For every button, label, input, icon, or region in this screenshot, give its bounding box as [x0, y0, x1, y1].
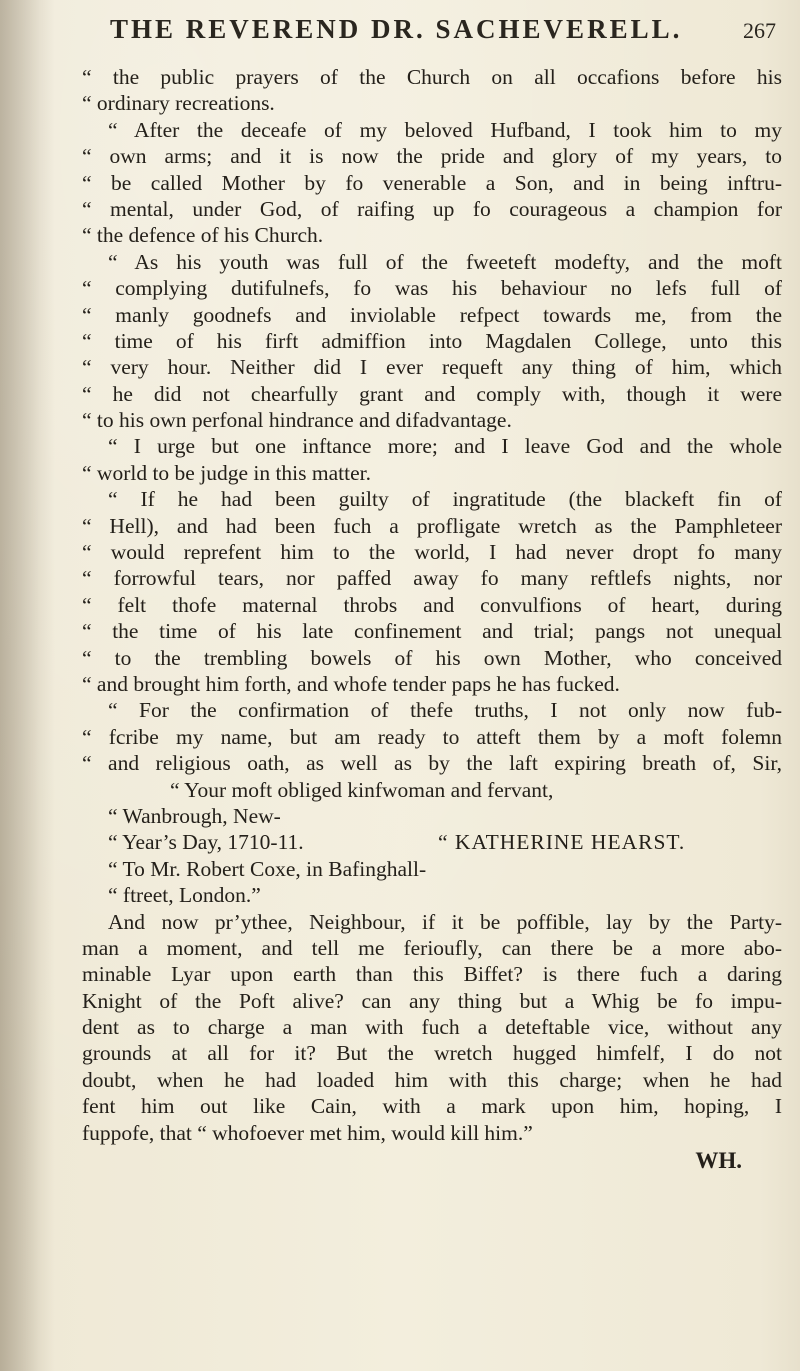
text-line: “ the time of his late confinement and trial; pangs not unequal [82, 619, 782, 644]
signature-place: “ Wanbrough, New- [108, 803, 281, 828]
running-head: THE REVEREND DR. SACHEVERELL. [110, 14, 683, 44]
text-line: grounds at all for it? But the wretch hugged himfelf, I do not [82, 1041, 782, 1066]
text-line: “ ordinary recreations. [82, 91, 275, 116]
text-line: “ Your moft obliged kinfwoman and fervant, [170, 777, 554, 802]
text-line: “ I urge but one inftance more; and I leave God and the whole [108, 434, 782, 459]
text-line: “ world to be judge in this matter. [82, 460, 372, 485]
text-line: “ the defence of his Church. [82, 223, 324, 248]
text-line: “ very hour. Neither did I ever requeft any thing of him, which [82, 355, 782, 380]
text-line: And now pr’ythee, Neighbour, if it be poffible, lay by the Party- [108, 909, 782, 934]
signature-row-place [82, 803, 782, 829]
text-line: “ For the confirmation of thefe truths, I not only now fub- [108, 698, 782, 723]
text-line: “ forrowful tears, nor paffed away fo many reftlefs nights, nor [82, 566, 782, 591]
page-number: 267 [743, 18, 776, 43]
text-line: Knight of the Poft alive? can any thing but a Whig be fo impu- [82, 988, 782, 1013]
signature-date: “ Year’s Day, 1710-11. [108, 830, 304, 855]
address-line: “ To Mr. Robert Coxe, in Bafinghall- [108, 856, 427, 881]
text-line: “ felt thofe maternal throbs and convulfions of heart, during [82, 592, 782, 617]
signature-row-date [82, 829, 782, 855]
signature-row-address1 [82, 856, 782, 882]
text-line: “ mental, under God, of raifing up fo courageous a champion for [82, 196, 782, 221]
text-line: doubt, when he had loaded him with this charge; when he had [82, 1067, 782, 1092]
text-line: dent as to charge a man with fuch a deteftable vice, without any [82, 1015, 782, 1040]
signature-row-address2 [82, 882, 782, 908]
binding-gutter-shadow [0, 0, 55, 1371]
text-line: “ If he had been guilty of ingratitude (the blackeft fin of [108, 487, 782, 512]
catchword: WH. [695, 1148, 742, 1174]
text-line: man a moment, and tell me ferioufly, can there be a more abo- [82, 935, 782, 960]
signature-name: “ KATHERINE HEARST. [438, 830, 686, 855]
text-line: “ fcribe my name, but am ready to atteft them by a moft folemn [82, 724, 782, 749]
text-line: “ complying dutifulnefs, fo was his behaviour no lefs full of [82, 276, 782, 301]
text-line: “ After the deceafe of my beloved Hufband, I took him to my [108, 117, 782, 142]
text-line: “ to the trembling bowels of his own Mother, who conceived [82, 645, 782, 670]
text-line: “ manly goodnefs and inviolable refpect towards me, from the [82, 302, 782, 327]
text-line: minable Lyar upon earth than this Biffet? is there fuch a daring [82, 962, 782, 987]
text-line: “ and brought him forth, and whofe tender paps he has fucked. [82, 671, 620, 696]
text-line: “ would reprefent him to the world, I had never dropt fo many [82, 540, 782, 565]
text-block [82, 14, 782, 1176]
text-line: fuppofe, that “ whofoever met him, would kill him.” [82, 1120, 533, 1145]
text-line: “ the public prayers of the Church on all occafions before his [82, 65, 782, 89]
text-line: “ Hell), and had been fuch a profligate wretch as the Pamphleteer [82, 513, 782, 538]
text-line: “ he did not chearfully grant and comply with, though it were [82, 381, 782, 406]
text-line: “ and religious oath, as well as by the laft expiring breath of, Sir, [82, 751, 782, 776]
text-line: “ own arms; and it is now the pride and glory of my years, to [82, 144, 782, 169]
address-line: “ ftreet, London.” [108, 883, 261, 908]
text-line: “ time of his firft admiffion into Magdalen College, unto this [82, 328, 782, 353]
page-header [82, 14, 782, 64]
text-line: fent him out like Cain, with a mark upon him, hoping, I [82, 1094, 782, 1119]
text-line: “ be called Mother by fo venerable a Son, and in being inftru- [82, 170, 782, 195]
text-line: “ to his own perfonal hindrance and difadvantage. [82, 408, 512, 433]
text-line: “ As his youth was full of the fweeteft modefty, and the moft [108, 249, 782, 274]
